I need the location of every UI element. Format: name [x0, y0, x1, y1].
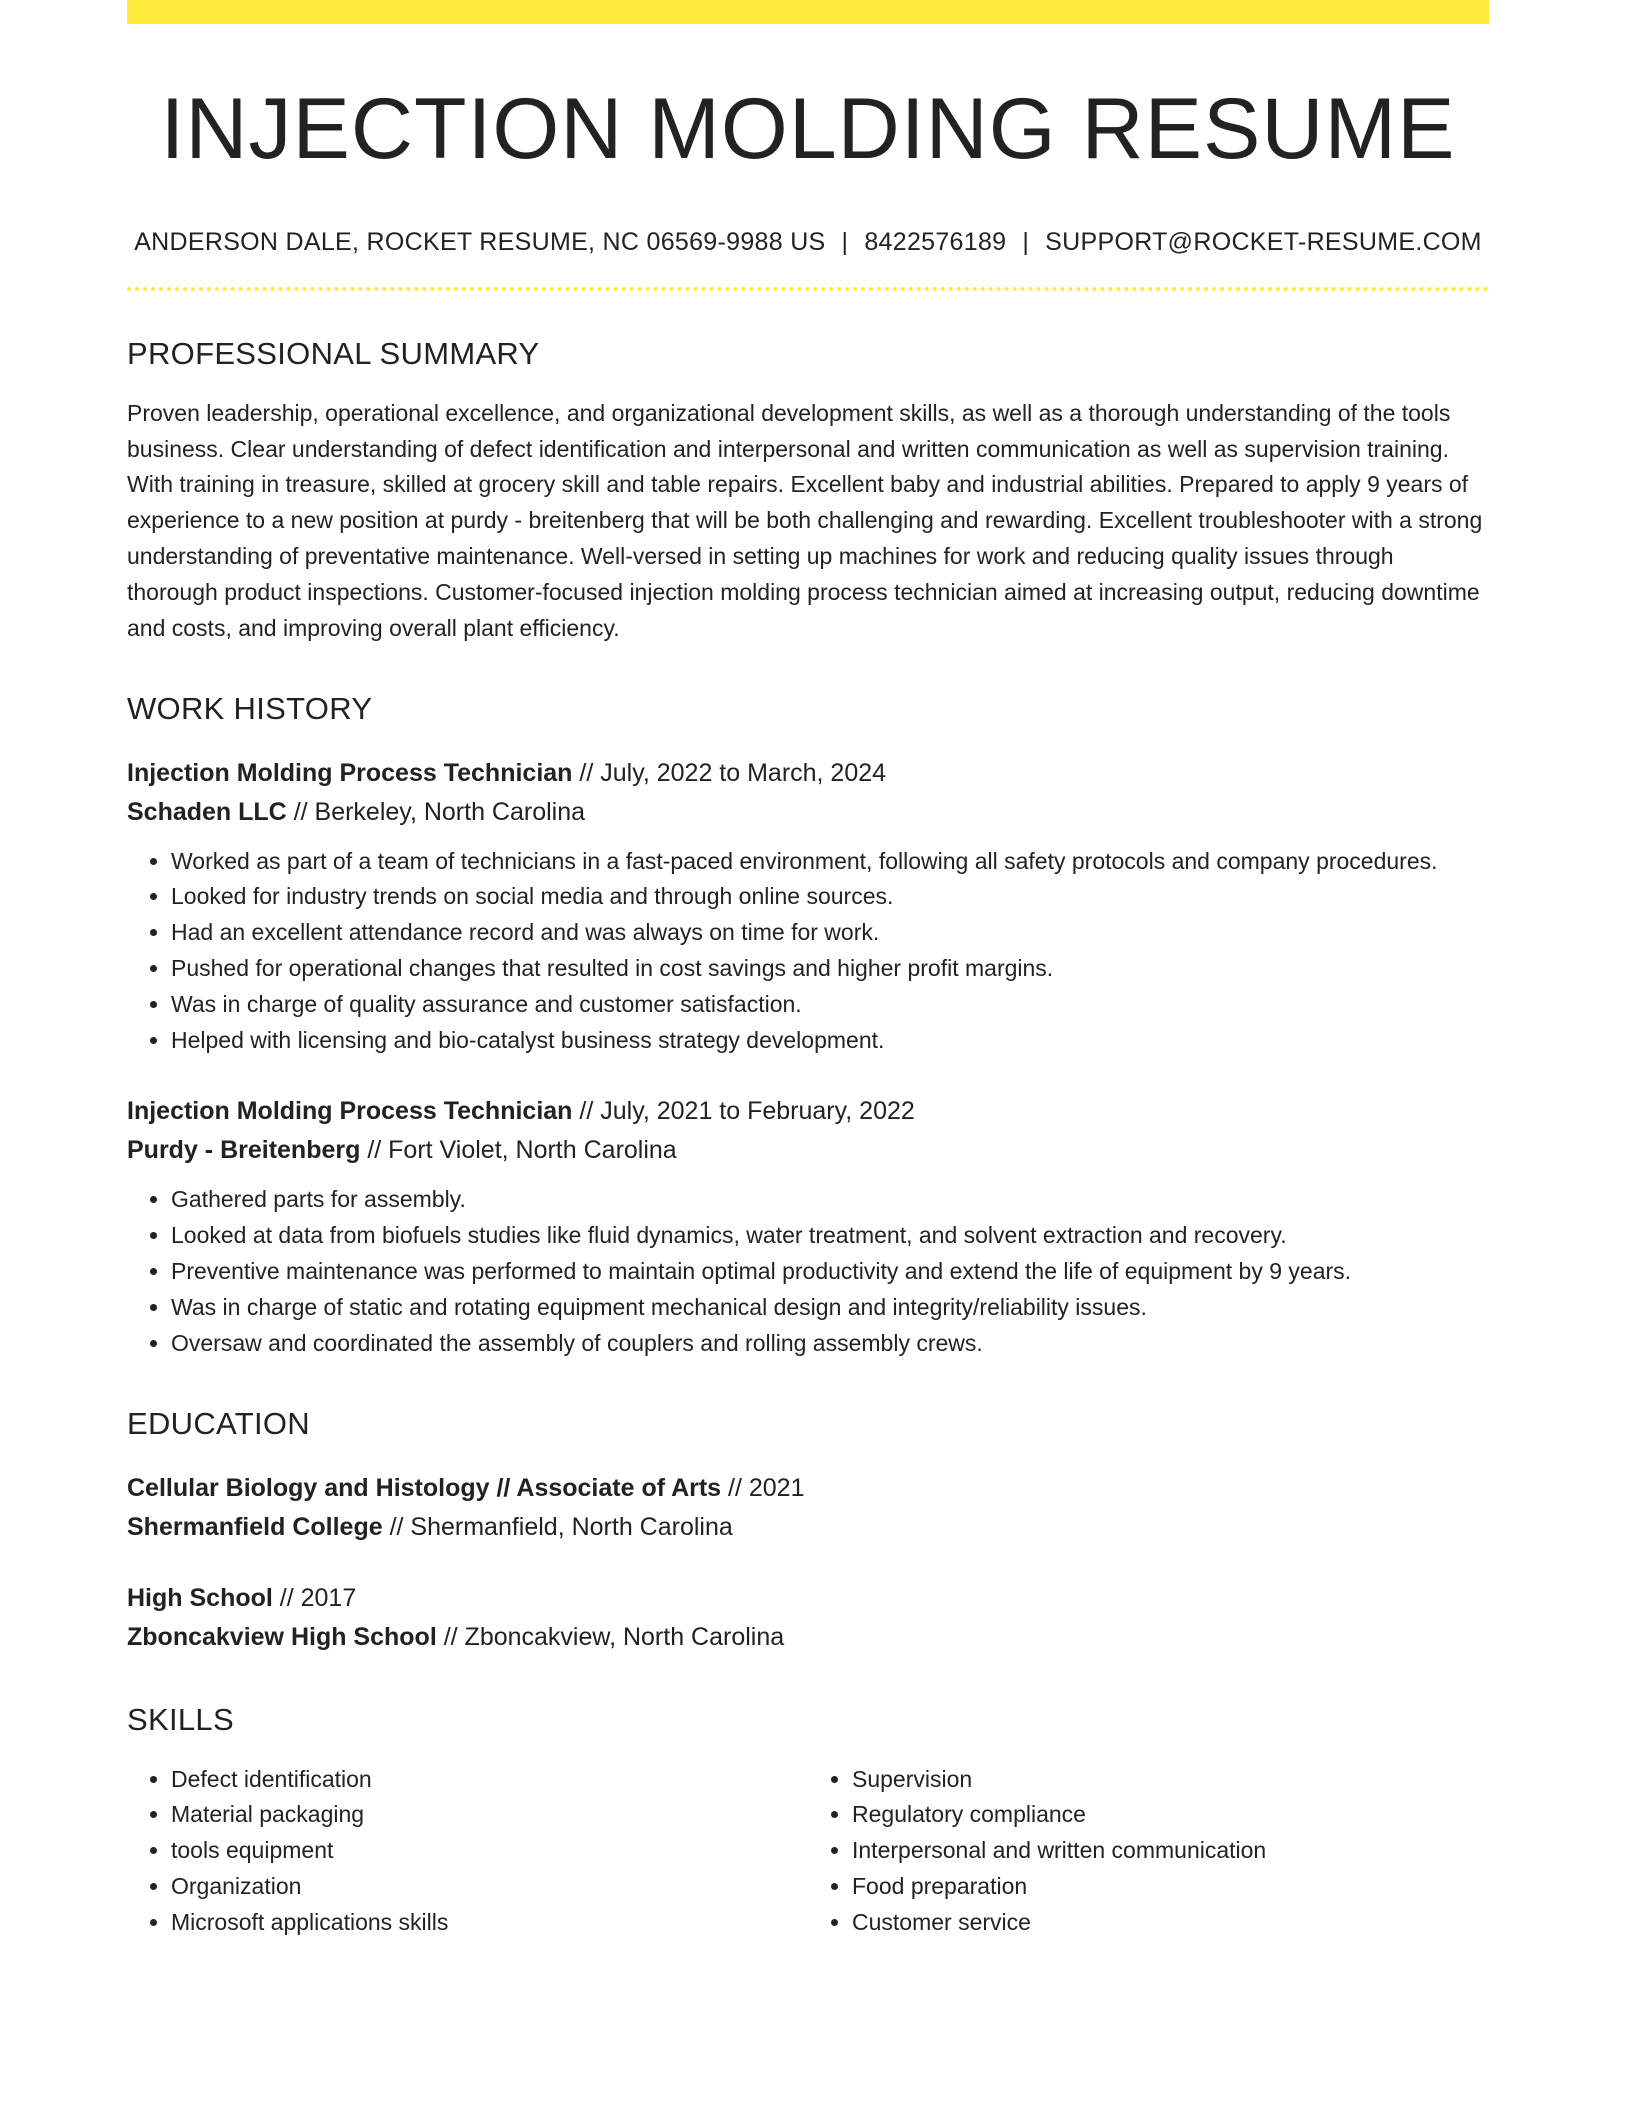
contact-separator: |	[1022, 227, 1030, 256]
job-entry	[127, 1092, 1489, 1361]
job-bullet: • Gathered parts for assembly.	[171, 1182, 1489, 1218]
job-company-line	[127, 1131, 1489, 1170]
education-location: // Zboncakview, North Carolina	[436, 1622, 785, 1651]
education-entry	[127, 1469, 1489, 1547]
education-degree: High School	[127, 1583, 273, 1612]
skills-heading: SKILLS	[127, 1701, 234, 1737]
contact-separator: |	[841, 227, 849, 256]
job-bullet: • Pushed for operational changes that resulted in cost savings and higher profit margins.	[171, 951, 1489, 987]
top-accent-bar	[127, 0, 1489, 24]
resume-page	[127, 0, 1489, 1941]
job-bullet: • Was in charge of static and rotating equipment mechanical design and integrity/reliability issues.	[171, 1290, 1489, 1326]
education-school-line	[127, 1618, 1489, 1657]
job-title-line	[127, 1092, 1489, 1131]
education-entry	[127, 1579, 1489, 1657]
education-degree-line	[127, 1579, 1489, 1618]
skill-item: • Interpersonal and written communication	[852, 1833, 1489, 1869]
education-school: Zboncakview High School	[127, 1622, 437, 1651]
job-bullet: • Was in charge of quality assurance and customer satisfaction.	[171, 987, 1489, 1023]
job-bullet: • Had an excellent attendance record and was always on time for work.	[171, 915, 1489, 951]
skill-item: • Supervision	[852, 1762, 1489, 1798]
education-school-line	[127, 1508, 1489, 1547]
education-year: // 2017	[272, 1583, 357, 1612]
education-degree: Cellular Biology and Histology // Associate of Arts	[127, 1473, 722, 1502]
job-entry	[127, 754, 1489, 1059]
job-title-line	[127, 754, 1489, 793]
job-dates: // July, 2021 to February, 2022	[572, 1097, 915, 1126]
job-location: // Berkeley, North Carolina	[286, 797, 586, 826]
skill-item: • Material packaging	[171, 1797, 808, 1833]
skill-item: • Microsoft applications skills	[171, 1905, 808, 1941]
skills-columns	[127, 1762, 1489, 1941]
header-divider	[127, 287, 1489, 291]
contact-address: ANDERSON DALE, ROCKET RESUME, NC 06569-9988 US	[134, 227, 826, 256]
job-company: Purdy - Breitenberg	[127, 1136, 361, 1165]
job-title: Injection Molding Process Technician	[127, 1097, 573, 1126]
skills-left-column	[127, 1762, 808, 1941]
contact-phone: 8422576189	[864, 227, 1007, 256]
job-bullet: • Oversaw and coordinated the assembly of couplers and rolling assembly crews.	[171, 1326, 1489, 1362]
job-bullets	[127, 844, 1489, 1059]
contact-line	[127, 227, 1489, 257]
job-bullets	[127, 1182, 1489, 1361]
job-bullet: • Looked for industry trends on social media and through online sources.	[171, 879, 1489, 915]
job-title: Injection Molding Process Technician	[127, 758, 573, 787]
job-bullet: • Preventive maintenance was performed to maintain optimal productivity and extend the life of equipment by 9 years.	[171, 1254, 1489, 1290]
skill-item: • Regulatory compliance	[852, 1797, 1489, 1833]
education-year: // 2021	[721, 1473, 805, 1502]
education-heading: EDUCATION	[127, 1406, 310, 1442]
education-location: // Shermanfield, North Carolina	[382, 1512, 733, 1541]
skills-right-column	[808, 1762, 1489, 1941]
education-degree-line	[127, 1469, 1489, 1508]
resume-title: INJECTION MOLDING RESUME	[160, 81, 1456, 177]
job-bullet: • Helped with licensing and bio-catalyst business strategy development.	[171, 1023, 1489, 1059]
contact-email: SUPPORT@ROCKET-RESUME.COM	[1045, 227, 1482, 256]
job-location: // Fort Violet, North Carolina	[360, 1136, 677, 1165]
skill-item: • tools equipment	[171, 1833, 808, 1869]
skill-item: • Customer service	[852, 1905, 1489, 1941]
summary-text: Proven leadership, operational excellence, and organizational development skills, as well as a thorough understanding of the tools business. Clear understanding of defect identification and interpersonal and written communication as well as supervision training. With training in treasure, skilled at grocery skill and table repairs. Excellent baby and industrial abilities. Prepared to apply 9 years of experience to a new position at purdy - breitenberg that will be both challenging and rewarding. Excellent troubleshooter with a strong understanding of preventative maintenance. Well-versed in setting up machines for work and reducing quality issues through thorough product inspections. Customer-focused injection molding process technician aimed at increasing output, reducing downtime and costs, and improving overall plant efficiency.	[127, 399, 1483, 641]
work-history-heading: WORK HISTORY	[127, 691, 373, 727]
job-dates: // July, 2022 to March, 2024	[572, 758, 887, 787]
skill-item: • Defect identification	[171, 1762, 808, 1798]
job-bullet: • Looked at data from biofuels studies like fluid dynamics, water treatment, and solvent extraction and recovery.	[171, 1218, 1489, 1254]
education-school: Shermanfield College	[127, 1512, 383, 1541]
skill-item: • Food preparation	[852, 1869, 1489, 1905]
job-bullet: • Worked as part of a team of technicians in a fast-paced environment, following all safety protocols and company procedures.	[171, 844, 1489, 880]
summary-heading: PROFESSIONAL SUMMARY	[127, 335, 540, 371]
job-company-line	[127, 793, 1489, 832]
job-company: Schaden LLC	[127, 797, 287, 826]
skill-item: • Organization	[171, 1869, 808, 1905]
